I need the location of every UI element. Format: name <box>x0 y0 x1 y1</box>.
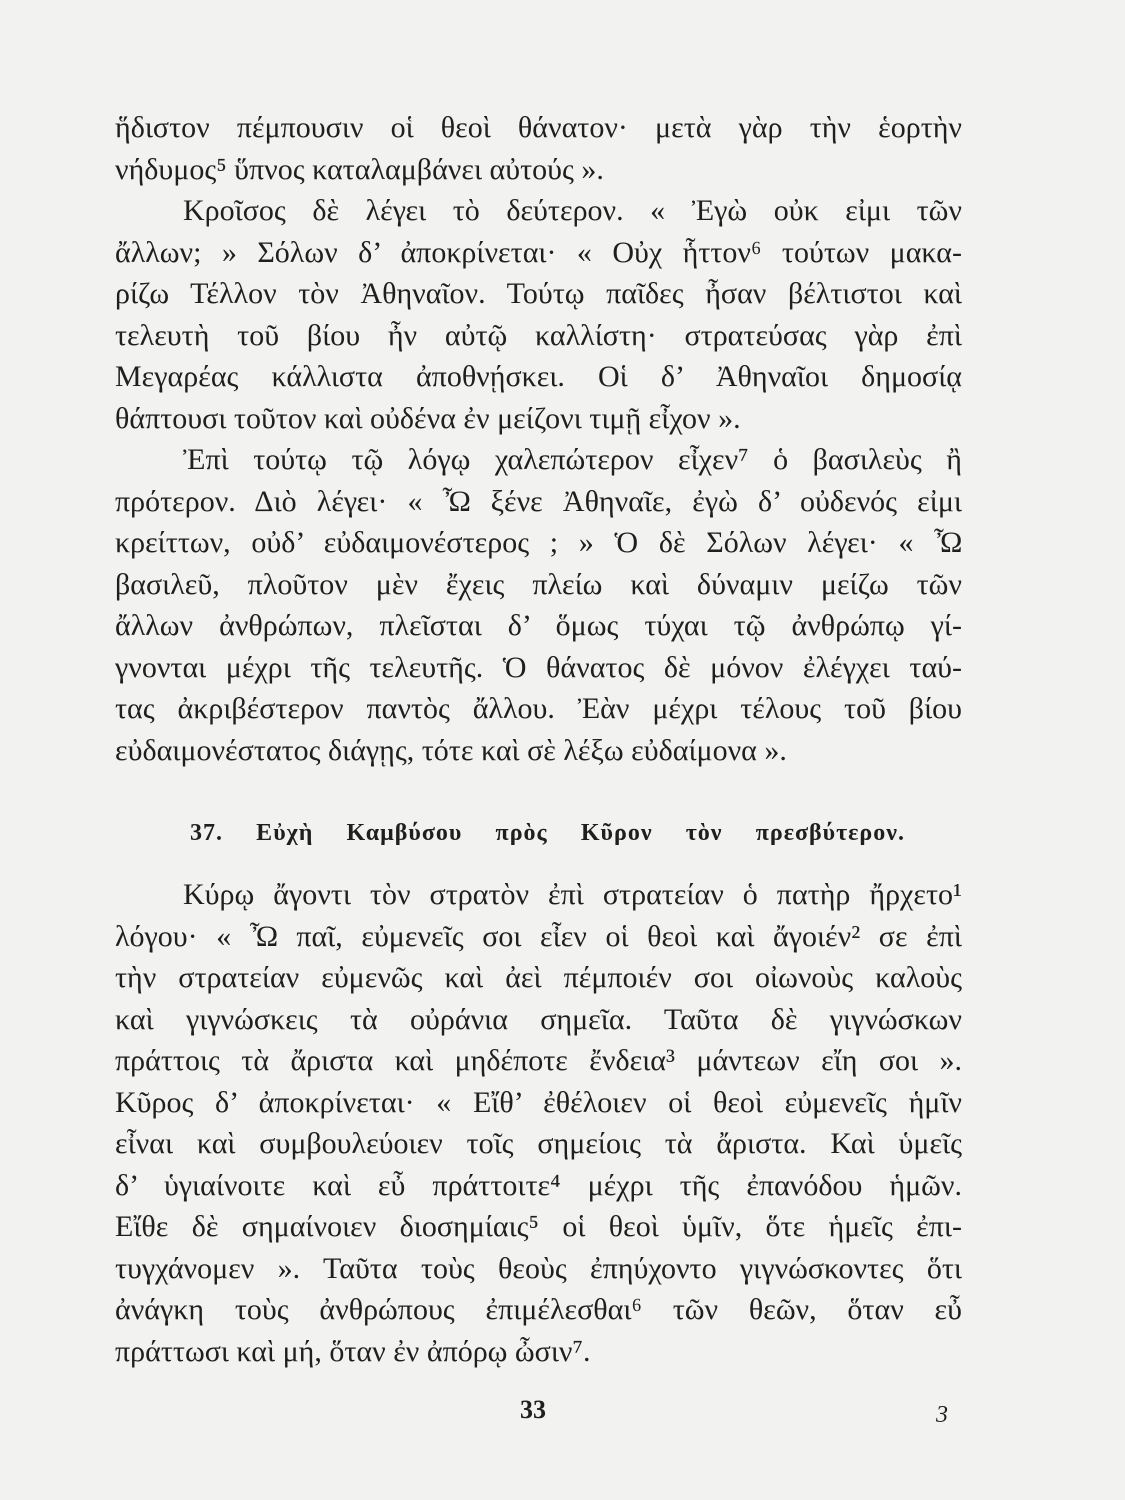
text-line: τὴν στρατείαν εὐμενῶς καὶ ἀεὶ πέμποιέν σοι οἰωνοὺς καλοὺς <box>115 961 962 994</box>
text-line: πράττοις τὰ ἄριστα καὶ μηδέποτε ἔνδεια³ μάντεων εἴη σοι ». <box>115 1044 962 1077</box>
text-line: ρίζω Τέλλον τὸν Ἀθηναῖον. Τούτῳ παῖδες ἦσαν βέλτιστοι καὶ <box>115 277 962 310</box>
text-line: Κῦρος δ’ ἀποκρίνεται· « Εἴθ’ ἐθέλοιεν οἱ θεοὶ εὐμενεῖς ἡμῖν <box>115 1085 962 1119</box>
text-line: ἀνάγκη τοὺς ἀνθρώπους ἐπιμέλεσθαι⁶ τῶν θεῶν, ὅταν εὖ <box>115 1293 962 1326</box>
passage <box>115 107 962 771</box>
section-body <box>115 874 962 1372</box>
text-line: γνονται μέχρι τῆς τελευτῆς. Ὁ θάνατος δὲ μόνον ἐλέγχει ταύ- <box>115 650 962 684</box>
text-line: καὶ γιγνώσκεις τὰ οὐράνια σημεῖα. Ταῦτα δὲ γιγνώσκων <box>115 1002 962 1036</box>
paragraph <box>115 107 962 190</box>
text-line: βασιλεῦ, πλοῦτον μὲν ἔχεις πλείω καὶ δύναμιν μείζω τῶν <box>115 567 962 601</box>
text-line: νήδυμος⁵ ὕπνος καταλαμβάνει αὐτούς ». <box>115 152 604 186</box>
text-line: τυγχάνομεν ». Ταῦτα τοὺς θεοὺς ἐπηύχοντο γιγνώσκοντες ὅτι <box>115 1251 962 1285</box>
text-line: τελευτὴ τοῦ βίου ἦν αὐτῷ καλλίστη· στρατεύσας γὰρ ἐπὶ <box>115 318 962 352</box>
text-line: Κροῖσος δὲ λέγει τὸ δεύτερον. « Ἐγὼ οὐκ εἰμι τῶν <box>183 194 962 227</box>
text-line: πράττωσι καὶ μή, ὅταν ἐν ἀπόρῳ ὦσιν⁷. <box>115 1334 591 1368</box>
text-line: ἥδιστον πέμπουσιν οἱ θεοὶ θάνατον· μετὰ γὰρ τὴν ἑορτὴν <box>115 111 962 144</box>
text-line: Εἴθε δὲ σημαίνοιεν διοσημίαις⁵ οἱ θεοὶ ὑμῖν, ὅτε ἡμεῖς ἐπι- <box>115 1210 962 1243</box>
text-line: λόγου· « Ὦ παῖ, εὐμενεῖς σοι εἶεν οἱ θεοὶ καὶ ἄγοιέν² σε ἐπὶ <box>115 919 962 953</box>
text-line: δ’ ὑγιαίνοιτε καὶ εὖ πράττοιτε⁴ μέχρι τῆς ἐπανόδου ἡμῶν. <box>115 1168 962 1202</box>
page-number: 33 <box>520 1395 546 1424</box>
text-line: ἄλλων; » Σόλων δ’ ἀποκρίνεται· « Οὐχ ἧττον⁶ τούτων μακα- <box>115 235 962 269</box>
section-heading: 37. Εὐχὴ Καμβύσου πρὸς Κῦρον τὸν πρεσβύτερον. <box>190 820 905 846</box>
paragraph <box>115 439 962 771</box>
text-line: Μεγαρέας κάλλιστα ἀποθνῄσκει. Οἱ δ’ Ἀθηναῖοι δημοσίᾳ <box>115 360 962 393</box>
text-line: ἄλλων ἀνθρώπων, πλεῖσται δ’ ὅμως τύχαι τῷ ἀνθρώπῳ γί- <box>115 609 962 642</box>
paragraph <box>115 190 962 439</box>
text-line: εἶναι καὶ συμβουλεύοιεν τοῖς σημείοις τὰ ἄριστα. Καὶ ὑμεῖς <box>115 1127 962 1160</box>
paragraph <box>115 874 962 1372</box>
text-line: τας ἀκριβέστερον παντὸς ἄλλου. Ἐὰν μέχρι τέλους τοῦ βίου <box>115 692 962 725</box>
text-line: Ἐπὶ τούτῳ τῷ λόγῳ χαλεπώτερον εἶχεν⁷ ὁ βασιλεὺς ἢ <box>183 443 962 476</box>
signature-mark: 3 <box>936 1402 948 1428</box>
text-line: κρείττων, οὐδ’ εὐδαιμονέστερος ; » Ὁ δὲ Σόλων λέγει· « Ὦ <box>115 526 962 559</box>
text-line: θάπτουσι τοῦτον καὶ οὐδένα ἐν μείζονι τιμῇ εἶχον ». <box>115 401 741 435</box>
text-line: Κύρῳ ἄγοντι τὸν στρατὸν ἐπὶ στρατείαν ὁ πατὴρ ἤρχετο¹ <box>183 878 962 911</box>
text-line: εὐδαιμονέστατος διάγῃς, τότε καὶ σὲ λέξω εὐδαίμονα ». <box>115 733 787 767</box>
text-line: πρότερον. Διὸ λέγει· « Ὦ ξένε Ἀθηναῖε, ἐγὼ δ’ οὐδενός εἰμι <box>115 484 962 518</box>
